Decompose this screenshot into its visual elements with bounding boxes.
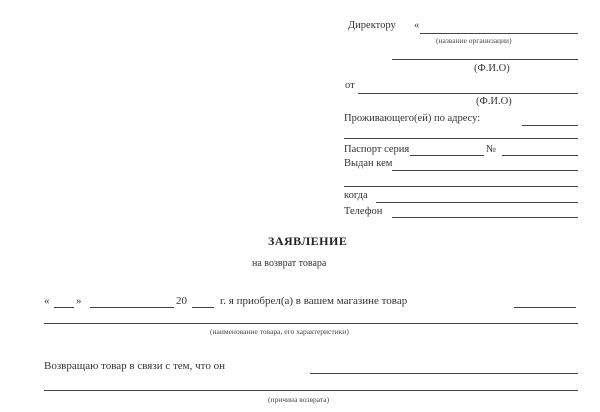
passport-number-line[interactable] xyxy=(502,155,578,156)
director-quote: « xyxy=(414,20,420,31)
return-text: Возвращаю товар в связи с тем, что он xyxy=(44,360,225,372)
residing-line-1[interactable] xyxy=(522,125,578,126)
goods-line-2[interactable] xyxy=(44,323,578,324)
passport-number-sign: № xyxy=(486,144,497,155)
issued-line-2[interactable] xyxy=(344,186,578,187)
date-month-line[interactable] xyxy=(90,307,174,308)
from-label: от xyxy=(345,80,355,91)
residing-line-2[interactable] xyxy=(344,138,578,139)
director-name-line[interactable] xyxy=(420,33,578,34)
reason-caption: (причина возврата) xyxy=(268,395,330,404)
issued-line-1[interactable] xyxy=(392,170,578,171)
purchase-text: г. я приобрел(а) в вашем магазине товар xyxy=(220,295,408,307)
residing-label: Проживающего(ей) по адресу: xyxy=(344,113,481,124)
year-line[interactable] xyxy=(192,307,214,308)
from-line[interactable] xyxy=(358,93,578,94)
reason-line-1[interactable] xyxy=(310,373,578,374)
year-prefix: 20 xyxy=(176,295,187,307)
date-quote-close: » xyxy=(76,295,82,307)
document-title: ЗАЯВЛЕНИЕ xyxy=(268,234,348,248)
org-caption: (название организации) xyxy=(436,36,512,45)
org-line[interactable] xyxy=(392,59,578,60)
passport-series-line[interactable] xyxy=(410,155,484,156)
issued-label: Выдан кем xyxy=(344,158,393,169)
goods-caption: (наименование товара, его характеристики) xyxy=(210,327,349,336)
fio-caption-1: (Ф.И.О) xyxy=(474,63,510,74)
when-label: когда xyxy=(344,190,368,201)
fio-caption-2: (Ф.И.О) xyxy=(476,96,512,107)
passport-label: Паспорт серия xyxy=(344,144,410,155)
phone-line[interactable] xyxy=(392,217,578,218)
director-label: Директору xyxy=(348,20,396,31)
phone-label: Телефон xyxy=(344,206,383,217)
goods-line-1[interactable] xyxy=(514,307,576,308)
date-day-line[interactable] xyxy=(54,307,74,308)
date-quote-open: « xyxy=(44,295,50,307)
document-subtitle: на возврат товара xyxy=(252,258,327,269)
reason-line-2[interactable] xyxy=(44,390,578,391)
when-line[interactable] xyxy=(376,202,578,203)
